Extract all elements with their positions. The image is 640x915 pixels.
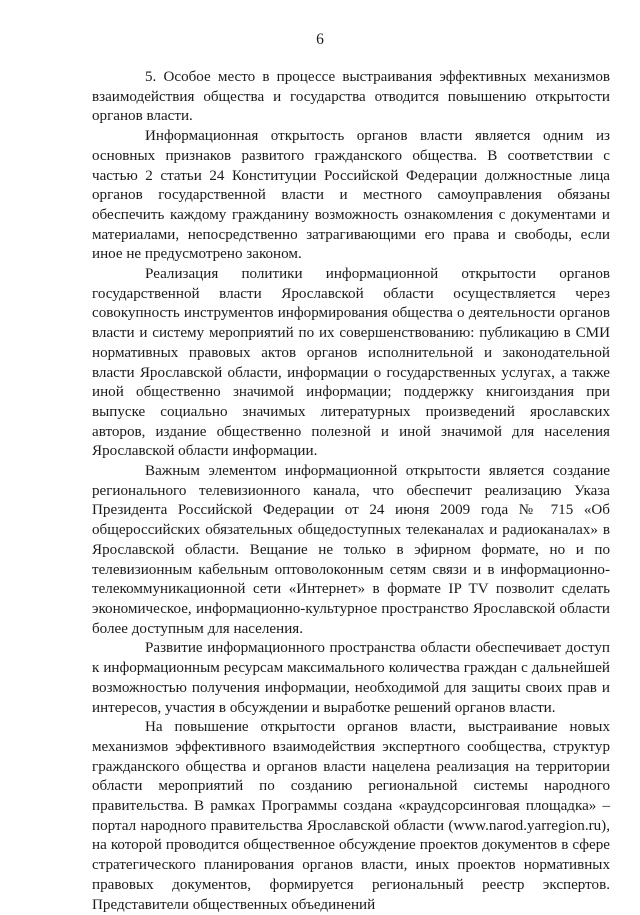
paragraph: Реализация политики информационной открытости органов государственной власти Ярославской области осуществляется через совокупность инструментов информирования общества о деятельности органов власти и систему мероприятий по их совершенствованию: публикацию в СМИ нормативных правовых актов органов исполнительной и законодательной власти Ярославской области, информации о государственных услугах, а также иной общественно значимой информации; поддержку книгоиздания при выпуске социально значимых литературных произведений ярославских авторов, издание общественно полезной и иной значимой для населения Ярославской области информации. <box>92 266 610 460</box>
document-body <box>92 68 610 915</box>
paragraph: Информационная открытость органов власти является одним из основных признаков развитого гражданского общества. В соответствии с частью 2 статьи 24 Конституции Российской Федерации должностные лица органов государственной власти и местного самоуправления обязаны обеспечить каждому гражданину возможность ознакомления с документами и материалами, непосредственно затрагивающими его права и свободы, если иное не предусмотрено законом. <box>92 128 610 263</box>
paragraph: Важным элементом информационной открытости является создание регионального телевизионного канала, что обеспечит реализацию Указа Президента Российской Федерации от 24 июня 2009 года № 715 «Об общероссийских обязательных общедоступных телеканалах и радиоканалах» в Ярославской области. Вещание не только в эфирном формате, но и по телевизионным кабельным оптоволоконным сетям связи и в информационно-телекоммуникационной сети «Интернет» в формате IP TV позволит сделать экономическое, информационно-культурное пространство Ярославской области более доступным для населения. <box>92 463 610 637</box>
page-number: 6 <box>316 31 324 48</box>
paragraph: 5. Особое место в процессе выстраивания эффективных механизмов взаимодействия общества и государства отводится повышению открытости органов власти. <box>92 69 610 125</box>
paragraph: На повышение открытости органов власти, выстраивание новых механизмов эффективного взаимодействия экспертного сообщества, структур гражданского общества и органов власти нацелена реализация на территории области мероприятий по созданию региональной системы народного правительства. В рамках Программы создана «краудсорсинговая площадка» – портал народного правительства Ярославской области (www.narod.yarregion.ru), на которой проводится общественное обсуждение проектов документов в сфере стратегического планирования органов власти, иных проектов нормативных правовых документов, формируется региональный реестр экспертов. Представители общественных объединений <box>92 719 610 913</box>
paragraph: Развитие информационного пространства области обеспечивает доступ к информационным ресурсам максимального количества граждан с дальнейшей возможностью получения информации, необходимой для защиты своих прав и интересов, участия в обсуждении и выработке решений органов власти. <box>92 640 610 716</box>
